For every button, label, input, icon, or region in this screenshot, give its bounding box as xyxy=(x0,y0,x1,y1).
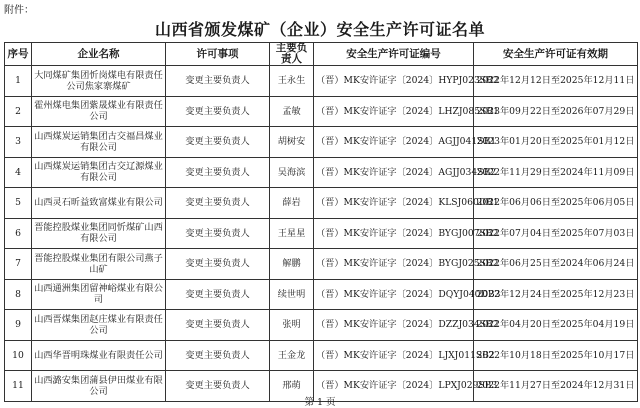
table-row xyxy=(5,249,638,280)
cell-permit-number: （晋）MK安许证字〔2024〕BYGJ025SB2 xyxy=(314,249,474,280)
cell-validity: 2022年12月24日至2025年12月23日 xyxy=(474,279,638,310)
cell-validity: 2022年11月29日至2024年11月09日 xyxy=(474,157,638,188)
cell-validity: 2022年07月04日至2025年07月03日 xyxy=(474,218,638,249)
header-no: 序号 xyxy=(5,43,32,66)
cell-item: 变更主要负责人 xyxy=(166,310,270,341)
cell-permit-number: （晋）MK安许证字〔2024〕LHZJ085SB1 xyxy=(314,96,474,127)
cell-no: 9 xyxy=(5,310,32,341)
table-row xyxy=(5,340,638,371)
table-row xyxy=(5,279,638,310)
cell-person: 王星星 xyxy=(270,218,314,249)
cell-item: 变更主要负责人 xyxy=(166,127,270,158)
cell-no: 3 xyxy=(5,127,32,158)
cell-item: 变更主要负责人 xyxy=(166,371,270,402)
cell-no: 4 xyxy=(5,157,32,188)
cell-person: 王永生 xyxy=(270,66,314,97)
cell-permit-number: （晋）MK安许证字〔2024〕AGJJ041SB1 xyxy=(314,127,474,158)
cell-person: 续世明 xyxy=(270,279,314,310)
cell-permit-number: （晋）MK安许证字〔2024〕HYPJ023SB2 xyxy=(314,66,474,97)
cell-no: 8 xyxy=(5,279,32,310)
page-number: 第 1 页 xyxy=(304,397,336,408)
cell-company: 山西灵石昕益致富煤业有限公司 xyxy=(32,188,166,219)
document-title: 山西省颁发煤矿（企业）安全生产许可证名单 xyxy=(154,20,485,39)
cell-person: 张明 xyxy=(270,310,314,341)
cell-item: 变更主要负责人 xyxy=(166,279,270,310)
cell-no: 7 xyxy=(5,249,32,280)
cell-permit-number: （晋）MK安许证字〔2024〕DZZJ034SB2 xyxy=(314,310,474,341)
cell-validity: 2022年12月12日至2025年12月11日 xyxy=(474,66,638,97)
cell-item: 变更主要负责人 xyxy=(166,188,270,219)
cell-no: 10 xyxy=(5,340,32,371)
cell-validity: 2022年11月27日至2024年12月31日 xyxy=(474,371,638,402)
cell-item: 变更主要负责人 xyxy=(166,96,270,127)
cell-company: 山西通洲集团留神峪煤业有限公司 xyxy=(32,279,166,310)
cell-person: 王金龙 xyxy=(270,340,314,371)
cell-validity: 2022年06月06日至2025年06月05日 xyxy=(474,188,638,219)
cell-validity: 2022年04月20日至2025年04月19日 xyxy=(474,310,638,341)
table-row xyxy=(5,218,638,249)
cell-company: 山西晋煤集团赵庄煤业有限责任公司 xyxy=(32,310,166,341)
cell-no: 2 xyxy=(5,96,32,127)
cell-no: 11 xyxy=(5,371,32,402)
cell-item: 变更主要负责人 xyxy=(166,340,270,371)
cell-person: 薛岩 xyxy=(270,188,314,219)
cell-validity: 2022年06月25日至2024年06月24日 xyxy=(474,249,638,280)
table-row xyxy=(5,127,638,158)
cell-company: 大同煤矿集团忻岗煤电有限责任公司焦家寨煤矿 xyxy=(32,66,166,97)
cell-validity: 2022年10月18日至2025年10月17日 xyxy=(474,340,638,371)
cell-permit-number: （晋）MK安许证字〔2024〕DQYJ040DB3 xyxy=(314,279,474,310)
table-row xyxy=(5,96,638,127)
cell-no: 5 xyxy=(5,188,32,219)
cell-validity: 2023年09月22日至2026年07月29日 xyxy=(474,96,638,127)
header-number: 安全生产许可证编号 xyxy=(314,43,474,66)
cell-person: 解鹏 xyxy=(270,249,314,280)
attachment-label: 附件： xyxy=(4,5,34,16)
header-validity: 安全生产许可证有效期 xyxy=(474,43,638,66)
cell-item: 变更主要负责人 xyxy=(166,157,270,188)
table-row xyxy=(5,310,638,341)
header-person: 主要负责人 xyxy=(270,43,314,66)
cell-item: 变更主要负责人 xyxy=(166,66,270,97)
permit-table xyxy=(4,42,638,402)
table-row xyxy=(5,157,638,188)
cell-company: 山西煤炭运销集团古交福昌煤业有限公司 xyxy=(32,127,166,158)
cell-person: 吴海滨 xyxy=(270,157,314,188)
cell-person: 孟敏 xyxy=(270,96,314,127)
cell-validity: 2023年01月20日至2025年01月12日 xyxy=(474,127,638,158)
cell-company: 晋能控股煤业集团有限公司燕子山矿 xyxy=(32,249,166,280)
table-header-row xyxy=(5,43,638,66)
table-row xyxy=(5,188,638,219)
header-company: 企业名称 xyxy=(32,43,166,66)
cell-item: 变更主要负责人 xyxy=(166,218,270,249)
header-item: 许可事项 xyxy=(166,43,270,66)
cell-company: 山西煤炭运销集团古交辽源煤业有限公司 xyxy=(32,157,166,188)
cell-item: 变更主要负责人 xyxy=(166,249,270,280)
cell-permit-number: （晋）MK安许证字〔2024〕LPXJ029SB3 xyxy=(314,371,474,402)
cell-permit-number: （晋）MK安许证字〔2024〕AGJJ034SB2 xyxy=(314,157,474,188)
cell-no: 6 xyxy=(5,218,32,249)
cell-person: 邢萌 xyxy=(270,371,314,402)
table-row xyxy=(5,66,638,97)
cell-company: 山西华晋明珠煤业有限责任公司 xyxy=(32,340,166,371)
cell-company: 霍州煤电集团紫晟煤业有限责任公司 xyxy=(32,96,166,127)
cell-permit-number: （晋）MK安许证字〔2024〕LJXJ011SB2 xyxy=(314,340,474,371)
cell-company: 晋能控股煤业集团同忻煤矿山西有限公司 xyxy=(32,218,166,249)
cell-permit-number: （晋）MK安许证字〔2024〕KLSJ060DB1 xyxy=(314,188,474,219)
cell-no: 1 xyxy=(5,66,32,97)
cell-permit-number: （晋）MK安许证字〔2024〕BYGJ007SB2 xyxy=(314,218,474,249)
cell-person: 胡树安 xyxy=(270,127,314,158)
cell-company: 山西潞安集团蒲县伊田煤业有限公司 xyxy=(32,371,166,402)
